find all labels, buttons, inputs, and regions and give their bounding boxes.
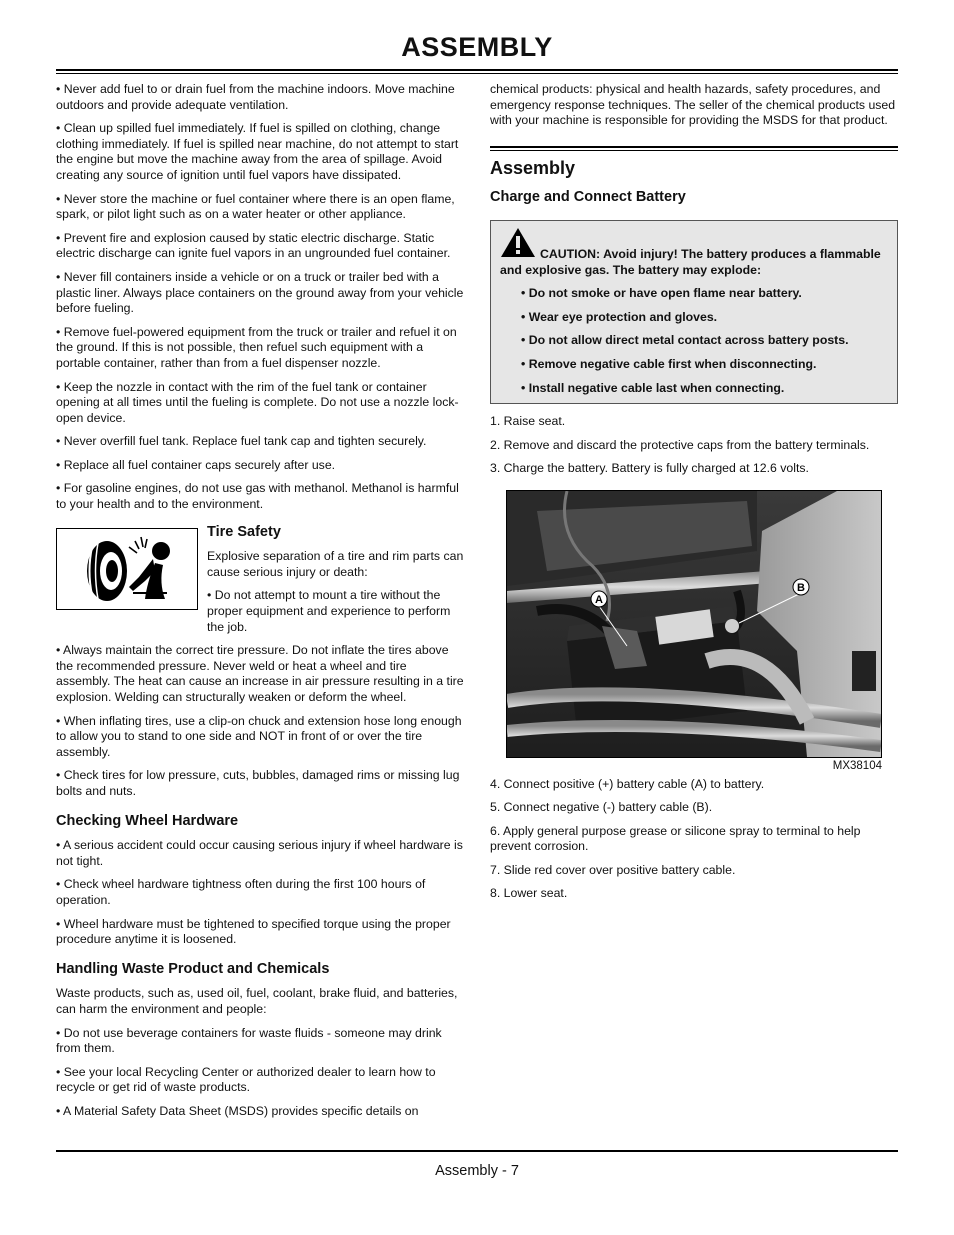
header-rule	[56, 69, 898, 71]
header-rule-thin	[56, 73, 898, 74]
tire-safety-bullet: • When inflating tires, use a clip-on chuck and extension hose long enough to allow you to stand to one side and NOT in front of or over the tire assembly.	[56, 713, 462, 759]
step: 2. Remove and discard the protective caps from the battery terminals.	[490, 437, 870, 452]
fuel-bullet: • Keep the nozzle in contact with the rim of the fuel tank or container opening at all times until the fueling is complete. Do not use a nozzle lock-open device.	[56, 379, 459, 425]
fuel-bullet: • For gasoline engines, do not use gas with methanol. Methanol is harmful to your health and to the environment.	[56, 481, 459, 512]
caution-lead: CAUTION: Avoid injury! The battery produces a flammable and explosive gas. The battery may explode:	[500, 246, 881, 277]
figure-reference: MX38104	[832, 759, 882, 772]
section-rule	[490, 146, 898, 148]
fuel-bullet: • Remove fuel-powered equipment from the truck or trailer and refuel it on the ground. If this is not possible, then refuel such equipment with a portable container, rather than from a fuel dispenser nozzle.	[56, 324, 457, 370]
wheel-hardware-bullet: • Check wheel hardware tightness often during the first 100 hours of operation.	[56, 877, 426, 907]
assembly-heading: Assembly	[490, 157, 576, 178]
fuel-bullet: • Never fill containers inside a vehicle or on a truck or trailer bed with a plastic liner. Always place containers on the ground away from your vehicle before fueling.	[56, 269, 464, 316]
battery-figure	[506, 490, 882, 775]
caution-item: • Remove negative cable first when disconnecting.	[521, 356, 817, 371]
tire-safety-block	[56, 525, 464, 644]
fuel-bullet: • Prevent fire and explosion caused by static electric discharge. Static electric discharge can ignite fuel vapors in an ungrounded fuel container.	[56, 230, 451, 261]
tire-safety-heading: Tire Safety	[207, 523, 281, 540]
page-footer: Assembly - 7	[435, 1163, 519, 1179]
step: 1. Raise seat.	[490, 414, 566, 429]
fuel-bullet: • Never store the machine or fuel container where there is an open flame, spark, or pilot light such as on a water heater or other appliance.	[56, 191, 455, 222]
battery-photo	[506, 490, 882, 758]
waste-bullet: • Do not use beverage containers for waste fluids - someone may drink from them.	[56, 1025, 442, 1056]
caution-item: • Wear eye protection and gloves.	[521, 309, 718, 324]
caution-box	[490, 220, 898, 404]
caution-item: • Do not smoke or have open flame near battery.	[521, 286, 802, 301]
tire-safety-intro: Explosive separation of a tire and rim parts can cause serious injury or death:	[207, 549, 464, 579]
step: 6. Apply general purpose grease or silicone spray to terminal to help prevent corrosion.	[490, 823, 861, 854]
step: 8. Lower seat.	[490, 886, 568, 901]
fuel-bullet: • Never add fuel to or drain fuel from the machine indoors. Move machine outdoors and provide adequate ventilation.	[56, 82, 455, 112]
battery-subheading: Charge and Connect Battery	[490, 189, 686, 206]
right-column	[490, 82, 898, 910]
waste-heading: Handling Waste Product and Chemicals	[56, 960, 330, 977]
callout-b: B	[797, 581, 805, 594]
section-rule-thin	[490, 150, 898, 151]
tire-safety-bullet: • Check tires for low pressure, cuts, bubbles, damaged rims or missing lug bolts and nuts.	[56, 768, 460, 798]
left-column	[56, 82, 464, 1127]
warning-triangle-icon	[500, 227, 536, 263]
wheel-hardware-heading: Checking Wheel Hardware	[56, 812, 239, 829]
footer-rule	[56, 1150, 898, 1152]
caution-item: • Install negative cable last when connecting.	[521, 380, 785, 395]
tire-safety-bullet: • Do not attempt to mount a tire without the proper equipment and experience to perform the job.	[207, 588, 451, 634]
page-title: ASSEMBLY	[401, 32, 553, 62]
step: 4. Connect positive (+) battery cable (A) to battery.	[490, 776, 765, 791]
fuel-bullet: • Clean up spilled fuel immediately. If fuel is spilled on clothing, change clothing immediately. If fuel is spilled near machine, do not attempt to start the engine but move the machine away from the area of spillage. Avoid creating any source of ignition until fuel vapors have dissipated.	[56, 121, 459, 182]
waste-continued: chemical products: physical and health hazards, safety procedures, and emergency response techniques. The seller of the chemical products used with your machine is responsible for providing the MSDS for that product.	[490, 82, 896, 128]
waste-bullet: • See your local Recycling Center or authorized dealer to learn how to recycle or get rid of waste products.	[56, 1064, 436, 1095]
waste-bullet: • A Material Safety Data Sheet (MSDS) provides specific details on	[56, 1103, 419, 1118]
fuel-bullet: • Replace all fuel container caps securely after use.	[56, 457, 336, 472]
step: 7. Slide red cover over positive battery cable.	[490, 862, 736, 877]
wheel-hardware-bullet: • A serious accident could occur causing serious injury if wheel hardware is not tight.	[56, 838, 463, 868]
caution-item: • Do not allow direct metal contact across battery posts.	[521, 333, 849, 348]
step: 3. Charge the battery. Battery is fully charged at 12.6 volts.	[490, 461, 809, 476]
waste-intro: Waste products, such as, used oil, fuel, coolant, brake fluid, and batteries, can harm the environment and people:	[56, 986, 458, 1016]
fuel-bullet: • Never overfill fuel tank. Replace fuel tank cap and tighten securely.	[56, 434, 427, 449]
wheel-hardware-bullet: • Wheel hardware must be tightened to specified torque using the proper procedure anytime it is loosened.	[56, 916, 451, 947]
tire-explosion-icon	[56, 528, 198, 610]
callout-a: A	[595, 593, 603, 606]
tire-safety-bullet: • Always maintain the correct tire pressure. Do not inflate the tires above the recommended pressure. Never weld or heat a wheel and tire assembly. The heat can cause an increase in air pressure resulting in a tire explosion. Welding can structurally weaken or deform the wheel.	[56, 643, 464, 704]
step: 5. Connect negative (-) battery cable (B).	[490, 800, 713, 815]
